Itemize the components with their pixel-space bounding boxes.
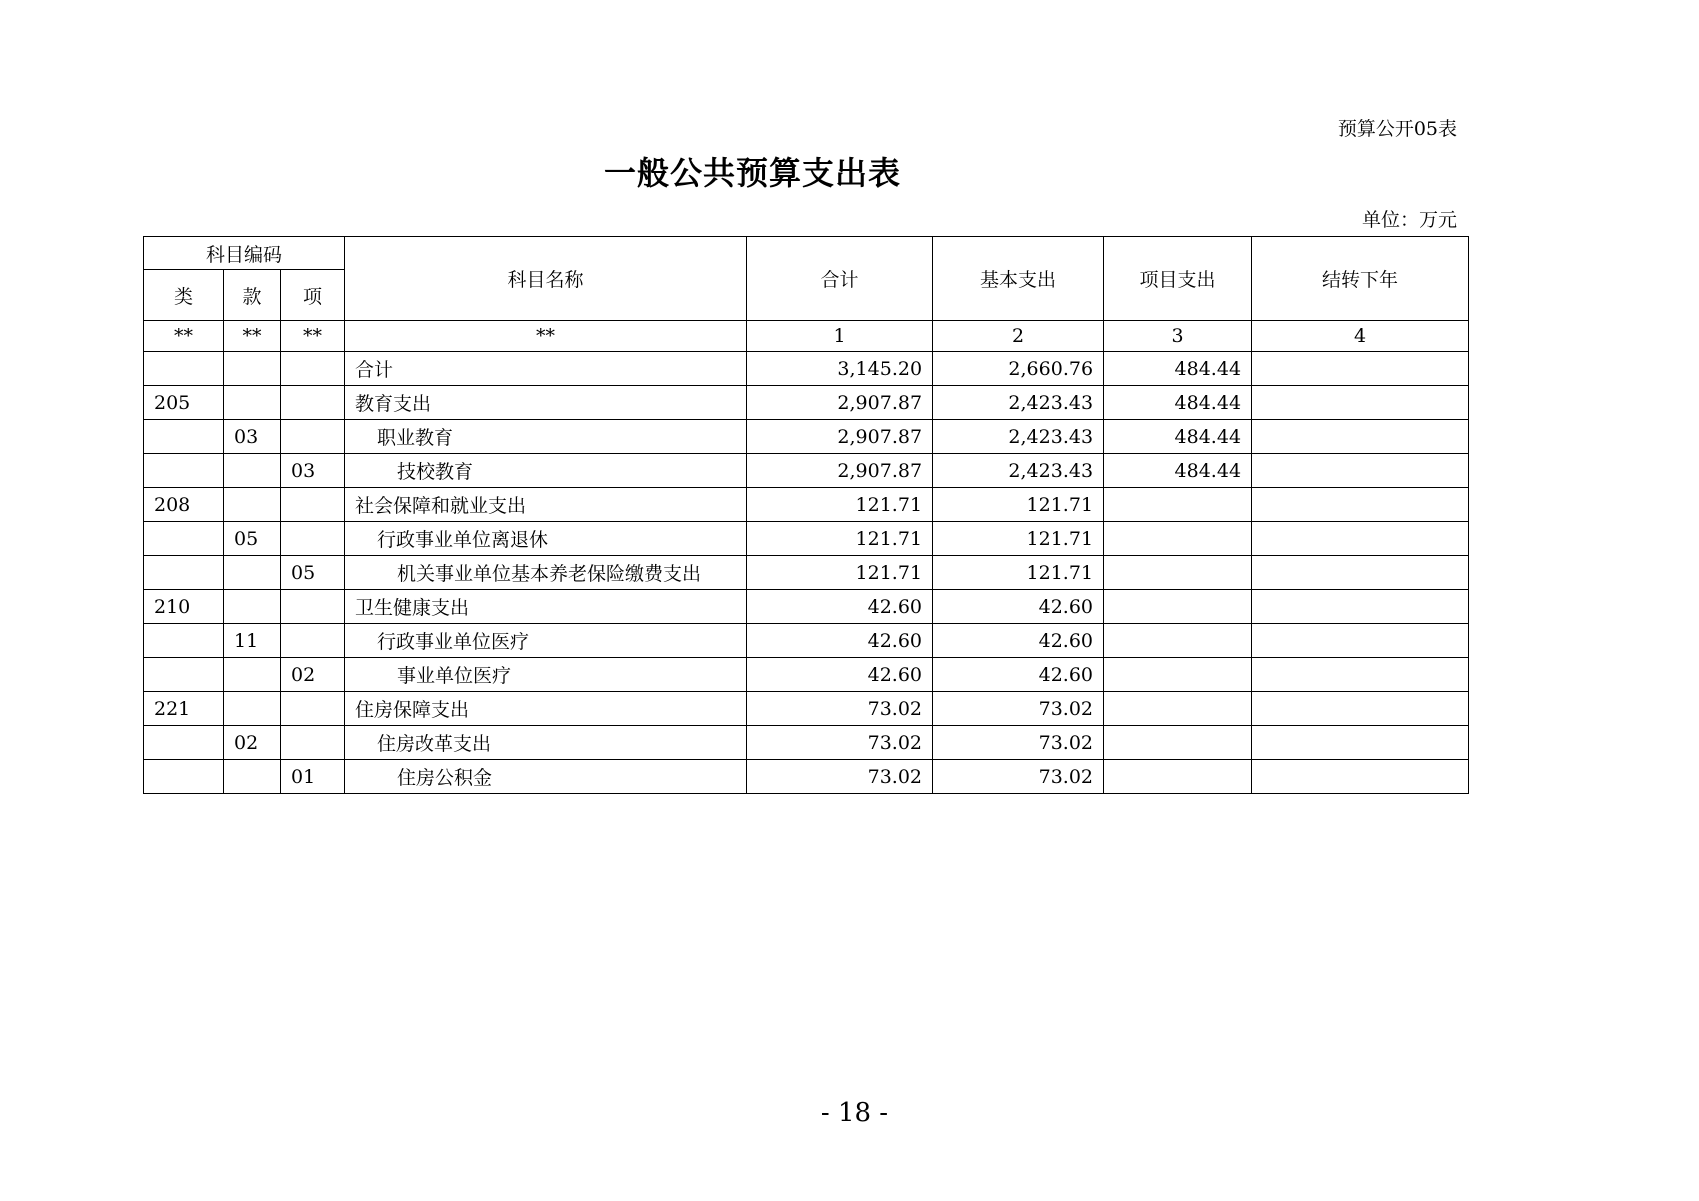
carryover-cell — [1252, 760, 1469, 794]
header-basic: 基本支出 — [933, 237, 1104, 321]
unit-label: 单位：万元 — [1361, 209, 1457, 231]
section-code-cell — [224, 658, 281, 692]
subject-name-cell: 行政事业单位医疗 — [345, 624, 747, 658]
index-cell: 2 — [933, 321, 1104, 352]
project-expense-cell — [1104, 590, 1252, 624]
item-code-cell — [281, 726, 345, 760]
class-code-cell — [144, 726, 224, 760]
item-code-cell — [281, 522, 345, 556]
index-cell: 3 — [1104, 321, 1252, 352]
section-code-cell: 02 — [224, 726, 281, 760]
subject-name-cell: 技校教育 — [345, 454, 747, 488]
class-code-cell — [144, 420, 224, 454]
basic-expense-cell: 121.71 — [933, 522, 1104, 556]
total-cell: 73.02 — [747, 760, 933, 794]
header-code-group: 科目编码 — [144, 237, 345, 270]
item-code-cell — [281, 590, 345, 624]
section-code-cell — [224, 556, 281, 590]
header-name: 科目名称 — [345, 237, 747, 321]
item-code-cell: 01 — [281, 760, 345, 794]
project-expense-cell: 484.44 — [1104, 454, 1252, 488]
subject-name-cell: 卫生健康支出 — [345, 590, 747, 624]
index-cell: ** — [144, 321, 224, 352]
total-cell: 121.71 — [747, 488, 933, 522]
project-expense-cell: 484.44 — [1104, 386, 1252, 420]
project-expense-cell — [1104, 760, 1252, 794]
project-expense-cell — [1104, 692, 1252, 726]
header-carryover: 结转下年 — [1252, 237, 1469, 321]
basic-expense-cell: 2,423.43 — [933, 386, 1104, 420]
basic-expense-cell: 42.60 — [933, 658, 1104, 692]
total-cell: 2,907.87 — [747, 420, 933, 454]
item-code-cell — [281, 352, 345, 386]
section-code-cell — [224, 590, 281, 624]
basic-expense-cell: 42.60 — [933, 624, 1104, 658]
subject-name-cell: 职业教育 — [345, 420, 747, 454]
header-item: 项 — [281, 270, 345, 321]
total-cell: 42.60 — [747, 658, 933, 692]
item-code-cell: 05 — [281, 556, 345, 590]
form-number: 预算公开05表 — [1337, 118, 1457, 140]
table-row — [144, 522, 1469, 556]
index-cell: ** — [281, 321, 345, 352]
item-code-cell: 02 — [281, 658, 345, 692]
table-body — [144, 352, 1469, 794]
project-expense-cell — [1104, 522, 1252, 556]
class-code-cell — [144, 454, 224, 488]
carryover-cell — [1252, 658, 1469, 692]
table-row — [144, 726, 1469, 760]
class-code-cell: 208 — [144, 488, 224, 522]
table-row — [144, 760, 1469, 794]
subject-name-cell: 合计 — [345, 352, 747, 386]
basic-expense-cell: 42.60 — [933, 590, 1104, 624]
table-row — [144, 454, 1469, 488]
basic-expense-cell: 2,423.43 — [933, 454, 1104, 488]
basic-expense-cell: 2,423.43 — [933, 420, 1104, 454]
basic-expense-cell: 121.71 — [933, 556, 1104, 590]
table-row — [144, 590, 1469, 624]
class-code-cell: 210 — [144, 590, 224, 624]
section-code-cell — [224, 692, 281, 726]
class-code-cell — [144, 658, 224, 692]
class-code-cell — [144, 556, 224, 590]
total-cell: 73.02 — [747, 692, 933, 726]
basic-expense-cell: 73.02 — [933, 726, 1104, 760]
item-code-cell — [281, 692, 345, 726]
section-code-cell — [224, 760, 281, 794]
basic-expense-cell: 2,660.76 — [933, 352, 1104, 386]
subject-name-cell: 住房改革支出 — [345, 726, 747, 760]
class-code-cell: 205 — [144, 386, 224, 420]
total-cell: 2,907.87 — [747, 386, 933, 420]
carryover-cell — [1252, 556, 1469, 590]
section-code-cell — [224, 352, 281, 386]
section-code-cell — [224, 488, 281, 522]
page-title — [0, 148, 1699, 194]
basic-expense-cell: 73.02 — [933, 692, 1104, 726]
table-row — [144, 658, 1469, 692]
section-code-cell: 11 — [224, 624, 281, 658]
item-code-cell — [281, 420, 345, 454]
carryover-cell — [1252, 352, 1469, 386]
class-code-cell — [144, 352, 224, 386]
carryover-cell — [1252, 726, 1469, 760]
table-row — [144, 692, 1469, 726]
total-cell: 42.60 — [747, 624, 933, 658]
item-code-cell: 03 — [281, 454, 345, 488]
subject-name-cell: 行政事业单位离退休 — [345, 522, 747, 556]
total-cell: 121.71 — [747, 556, 933, 590]
class-code-cell — [144, 624, 224, 658]
project-expense-cell: 484.44 — [1104, 420, 1252, 454]
index-cell: 4 — [1252, 321, 1469, 352]
carryover-cell — [1252, 692, 1469, 726]
section-code-cell — [224, 454, 281, 488]
table-row — [144, 488, 1469, 522]
page-title-text: 一般公共预算支出表 — [603, 154, 901, 192]
item-code-cell — [281, 488, 345, 522]
total-cell: 121.71 — [747, 522, 933, 556]
table-row — [144, 556, 1469, 590]
index-cell: 1 — [747, 321, 933, 352]
section-code-cell — [224, 386, 281, 420]
carryover-cell — [1252, 386, 1469, 420]
total-cell: 42.60 — [747, 590, 933, 624]
class-code-cell: 221 — [144, 692, 224, 726]
carryover-cell — [1252, 454, 1469, 488]
subject-name-cell: 住房保障支出 — [345, 692, 747, 726]
header-row-1 — [144, 237, 1469, 270]
page-number-text: - 18 - — [820, 1098, 889, 1128]
header-project: 项目支出 — [1104, 237, 1252, 321]
project-expense-cell — [1104, 624, 1252, 658]
item-code-cell — [281, 624, 345, 658]
project-expense-cell — [1104, 658, 1252, 692]
class-code-cell — [144, 522, 224, 556]
subject-name-cell: 教育支出 — [345, 386, 747, 420]
project-expense-cell: 484.44 — [1104, 352, 1252, 386]
index-cell: ** — [345, 321, 747, 352]
total-cell: 2,907.87 — [747, 454, 933, 488]
basic-expense-cell: 73.02 — [933, 760, 1104, 794]
table-row — [144, 352, 1469, 386]
class-code-cell — [144, 760, 224, 794]
project-expense-cell — [1104, 556, 1252, 590]
budget-table — [143, 236, 1469, 794]
header-class: 类 — [144, 270, 224, 321]
subject-name-cell: 事业单位医疗 — [345, 658, 747, 692]
index-cell: ** — [224, 321, 281, 352]
carryover-cell — [1252, 488, 1469, 522]
table-row — [144, 386, 1469, 420]
carryover-cell — [1252, 420, 1469, 454]
carryover-cell — [1252, 624, 1469, 658]
basic-expense-cell: 121.71 — [933, 488, 1104, 522]
section-code-cell: 03 — [224, 420, 281, 454]
page-number — [0, 1098, 1699, 1128]
project-expense-cell — [1104, 726, 1252, 760]
subject-name-cell: 住房公积金 — [345, 760, 747, 794]
section-code-cell: 05 — [224, 522, 281, 556]
carryover-cell — [1252, 522, 1469, 556]
subject-name-cell: 社会保障和就业支出 — [345, 488, 747, 522]
table-row — [144, 420, 1469, 454]
header-section: 款 — [224, 270, 281, 321]
table-row — [144, 624, 1469, 658]
project-expense-cell — [1104, 488, 1252, 522]
header-total: 合计 — [747, 237, 933, 321]
total-cell: 73.02 — [747, 726, 933, 760]
subject-name-cell: 机关事业单位基本养老保险缴费支出 — [345, 556, 747, 590]
carryover-cell — [1252, 590, 1469, 624]
index-row — [144, 321, 1469, 352]
total-cell: 3,145.20 — [747, 352, 933, 386]
item-code-cell — [281, 386, 345, 420]
